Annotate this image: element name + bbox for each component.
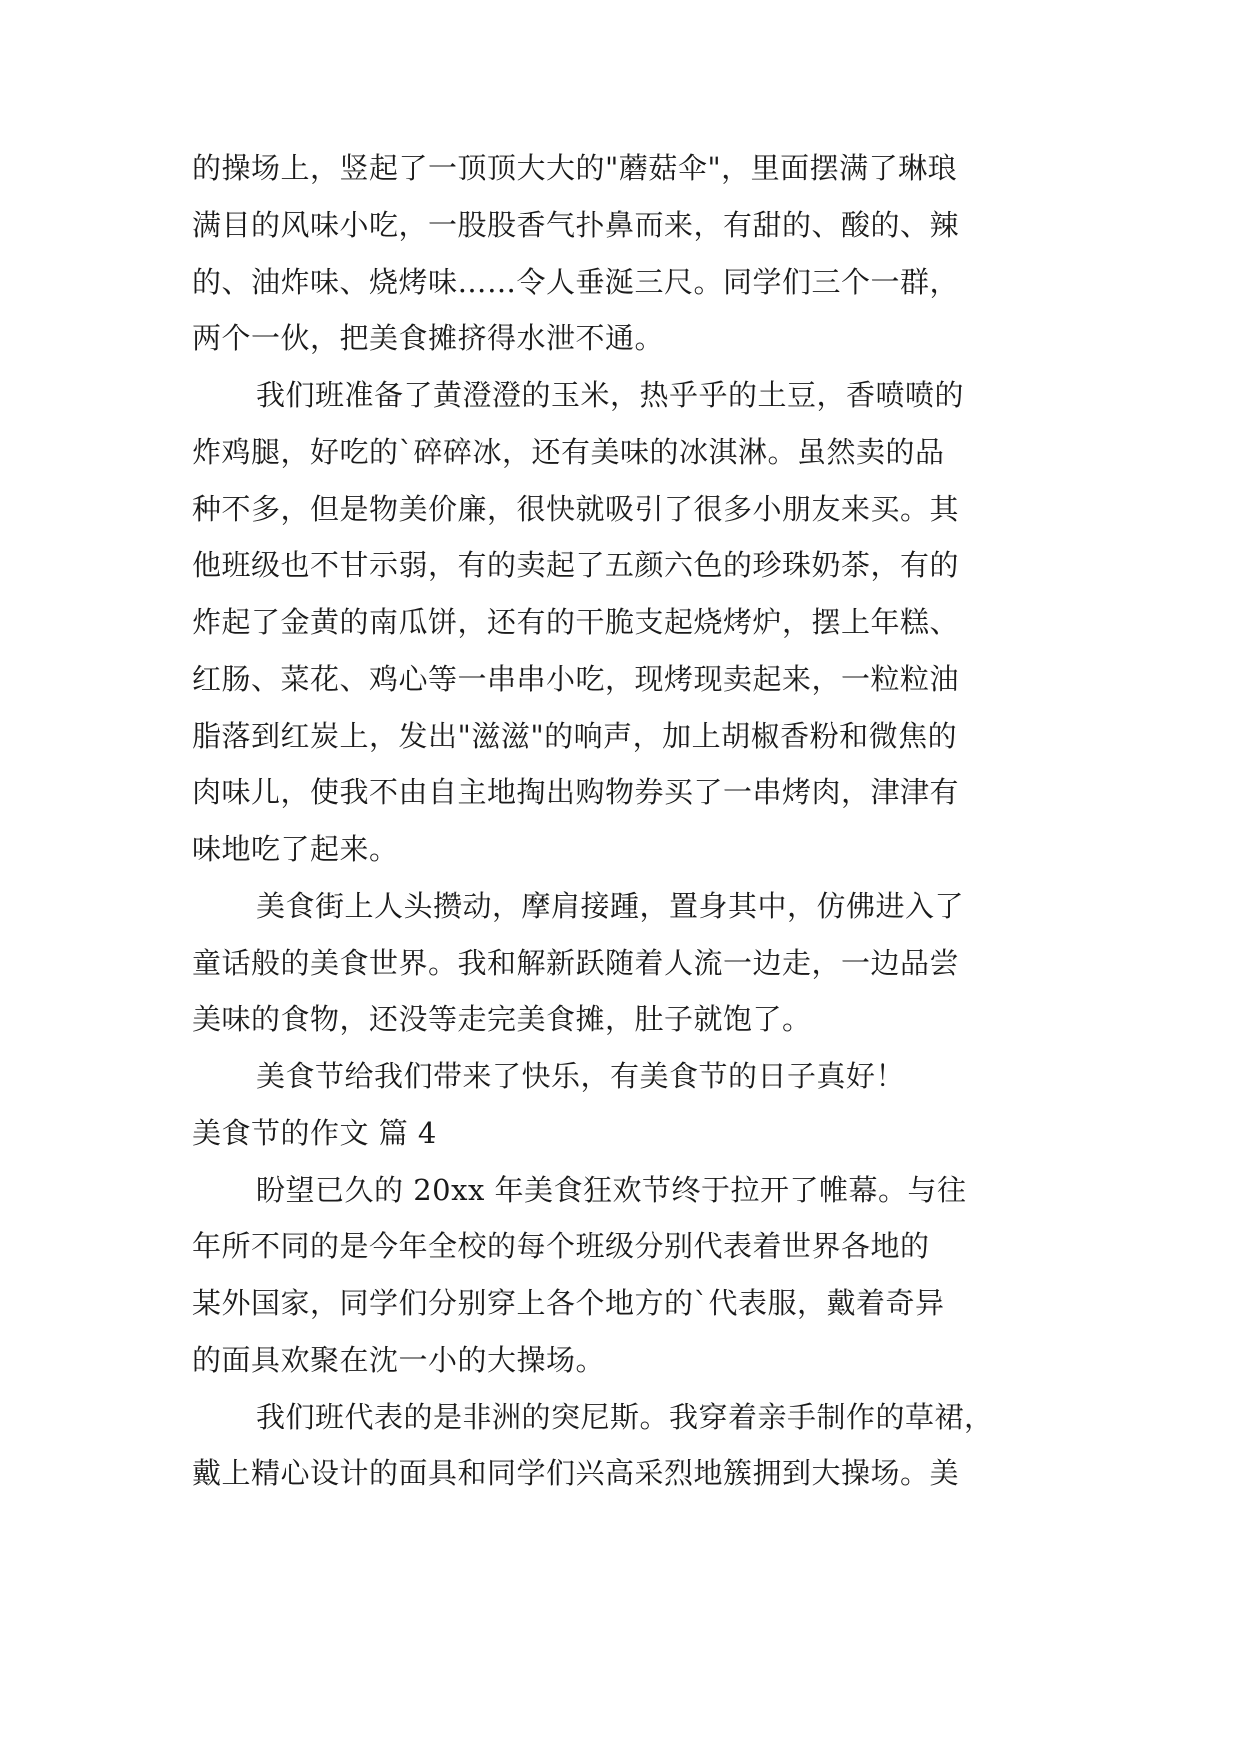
- text-line: 肉味儿，使我不由自主地掏出购物券买了一串烤肉，津津有: [192, 775, 960, 809]
- paragraph-first-line: 盼望已久的 20xx 年美食狂欢节终于拉开了帷幕。与往: [256, 1173, 967, 1207]
- text-line: 满目的风味小吃，一股股香气扑鼻而来，有甜的、酸的、辣: [192, 208, 960, 242]
- paragraph-first-line: 美食街上人头攒动，摩肩接踵，置身其中，仿佛进入了: [256, 889, 965, 923]
- paragraph-first-line: 我们班代表的是非洲的突尼斯。我穿着亲手制作的草裙，: [256, 1400, 994, 1434]
- text-line: 美味的食物，还没等走完美食摊，肚子就饱了。: [192, 1002, 812, 1036]
- text-line: 的面具欢聚在沈一小的大操场。: [192, 1343, 606, 1377]
- text-line: 的操场上，竖起了一顶顶大大的"蘑菇伞"，里面摆满了琳琅: [192, 151, 958, 185]
- text-line: 年所不同的是今年全校的每个班级分别代表着世界各地的: [192, 1229, 930, 1263]
- text-line: 某外国家，同学们分别穿上各个地方的`代表服，戴着奇异: [192, 1286, 945, 1320]
- text-line: 戴上精心设计的面具和同学们兴高采烈地簇拥到大操场。美: [192, 1456, 960, 1490]
- text-line: 炸鸡腿，好吃的`碎碎冰，还有美味的冰淇淋。虽然卖的品: [192, 435, 945, 469]
- paragraph-first-line: 美食节给我们带来了快乐，有美食节的日子真好！: [256, 1059, 906, 1093]
- text-line: 炸起了金黄的南瓜饼，还有的干脆支起烧烤炉，摆上年糕、: [192, 605, 960, 639]
- text-line: 童话般的美食世界。我和解新跃随着人流一边走，一边品尝: [192, 946, 960, 980]
- text-line: 他班级也不甘示弱，有的卖起了五颜六色的珍珠奶茶，有的: [192, 548, 960, 582]
- text-line: 的、油炸味、烧烤味……令人垂涎三尺。同学们三个一群，: [192, 265, 960, 299]
- text-line: 种不多，但是物美价廉，很快就吸引了很多小朋友来买。其: [192, 492, 960, 526]
- text-line: 两个一伙，把美食摊挤得水泄不通。: [192, 321, 665, 355]
- section-heading: 美食节的作文 篇 4: [192, 1116, 437, 1150]
- paragraph-first-line: 我们班准备了黄澄澄的玉米，热乎乎的土豆，香喷喷的: [256, 378, 965, 412]
- text-line: 味地吃了起来。: [192, 832, 399, 866]
- text-line: 红肠、菜花、鸡心等一串串小吃，现烤现卖起来，一粒粒油: [192, 662, 960, 696]
- text-line: 脂落到红炭上，发出"滋滋"的响声，加上胡椒香粉和微焦的: [192, 719, 958, 753]
